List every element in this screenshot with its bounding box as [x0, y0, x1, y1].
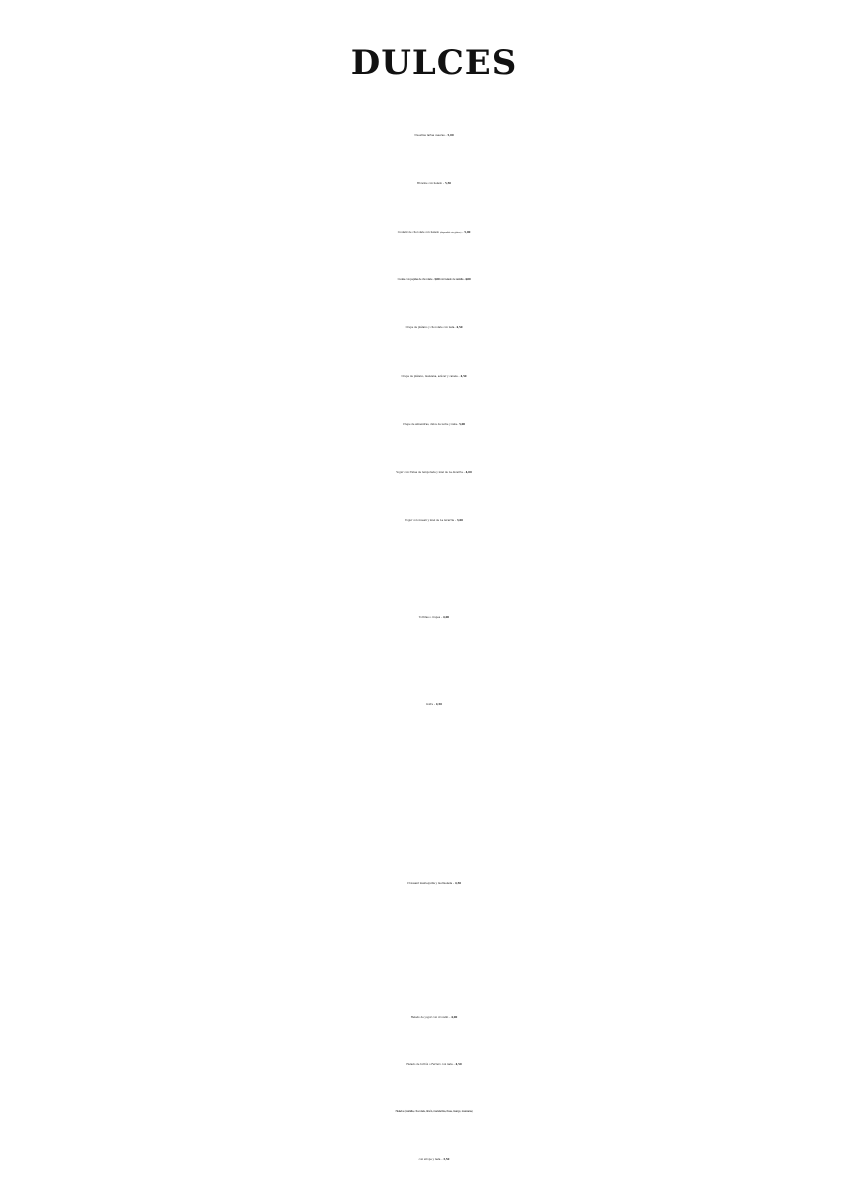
item-name: Tortitas o crepes – [418, 616, 444, 619]
item-name-variant: con helado de vainilla - [439, 278, 466, 281]
item-name: Yogur con frutas de temporada y miel de La Alcarria – [396, 471, 466, 474]
item-price: 3,00 [434, 278, 440, 281]
item-price: 4,00 [465, 471, 472, 474]
menu-item-tortitas [0, 603, 868, 633]
menu-item-helados-sirope [0, 1145, 868, 1175]
menu-item-crepe-almendras [0, 410, 868, 440]
item-note: (disponible sin gluten) [439, 232, 462, 234]
suplemento-helado [0, 776, 868, 802]
item-name: Crepe de almendras, dulce de leche y nata– [402, 423, 460, 426]
gofre-note [0, 736, 868, 762]
item-name: Cookie con pepitas de chocolate - [397, 278, 435, 281]
menu-item-tartas [0, 121, 868, 151]
item-price: 4,50 [454, 882, 462, 885]
item-price: 4,00 [451, 1016, 458, 1019]
menu-item-helado-yogur [0, 1003, 868, 1033]
menu-item-yogur-muesli [0, 506, 868, 536]
item-price: 4,50 [455, 1063, 462, 1066]
item-price: 5,00 [464, 231, 471, 234]
menu-item-helados: Helados (vainilla, chocolate, limón, mandarina, fresa, mango, manzana) [395, 1110, 473, 1113]
item-name: Croissant mantequilla y mermelada – [406, 882, 455, 885]
menu-item-crepe-platano-manzana [0, 362, 868, 392]
item-name: Coulant de chocolate con helado [397, 231, 440, 234]
menu-item-coulant [0, 218, 868, 248]
item-price: 4,00 [443, 616, 450, 619]
menu-item-brownie [0, 169, 868, 199]
item-price: 5,00 [447, 134, 454, 137]
menu-title: DULCES [350, 43, 518, 83]
item-name: Nuestras tartas caseras – [414, 134, 448, 137]
menu-item-crepe-platano-chocolate [0, 313, 868, 343]
menu-item-yogur-frutas [0, 458, 868, 488]
item-price: 5,00 [459, 423, 466, 426]
item-name: Yogur con muesli y miel de La Alcarria – [405, 519, 457, 522]
menu-item-croissant [0, 869, 868, 899]
item-price: 3,00 [456, 519, 463, 522]
menu-item-helado-turron [0, 1050, 868, 1080]
item-name: Gofre – [425, 703, 436, 706]
item-price-variant: 4,00 [465, 278, 471, 281]
item-name: Crepe de plátano, manzana, azúcar y canela – [401, 375, 461, 378]
item-name: Crepe de plátano y chocolate con nata– [405, 326, 457, 329]
item-separator: – [461, 231, 465, 234]
item-price: 4,50 [456, 326, 463, 329]
menu-item-gofre [0, 690, 868, 720]
item-name: Helado de turrón o Ferrero con nata – [406, 1063, 456, 1066]
item-price: 4,50 [460, 375, 467, 378]
menu-item-cookie [0, 265, 868, 295]
item-name: Helado de yogur con crocanti – [410, 1016, 452, 1019]
item-price: 3,50 [443, 1158, 450, 1161]
item-price: 5,50 [444, 182, 452, 185]
item-price: 4,50 [435, 703, 443, 706]
tortitas-note [0, 650, 868, 676]
item-name: Brownie con helado – [416, 182, 445, 185]
item-name: con sirope y nata – [418, 1158, 444, 1161]
croissant-note [0, 915, 868, 941]
